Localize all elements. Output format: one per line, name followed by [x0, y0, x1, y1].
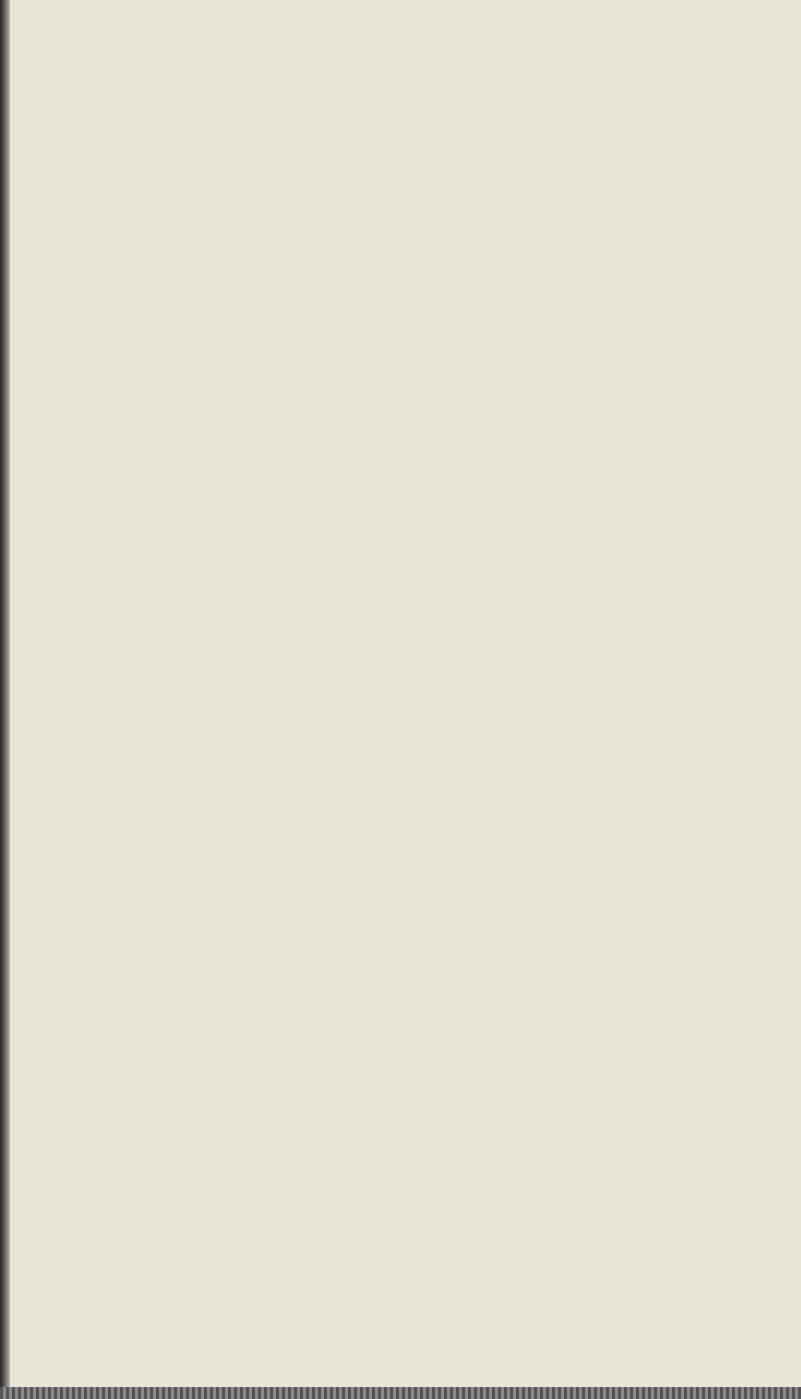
running-header — [0, 12, 801, 52]
page-bottom-edge — [0, 1387, 801, 1399]
book-spine-shadow — [0, 0, 10, 1399]
